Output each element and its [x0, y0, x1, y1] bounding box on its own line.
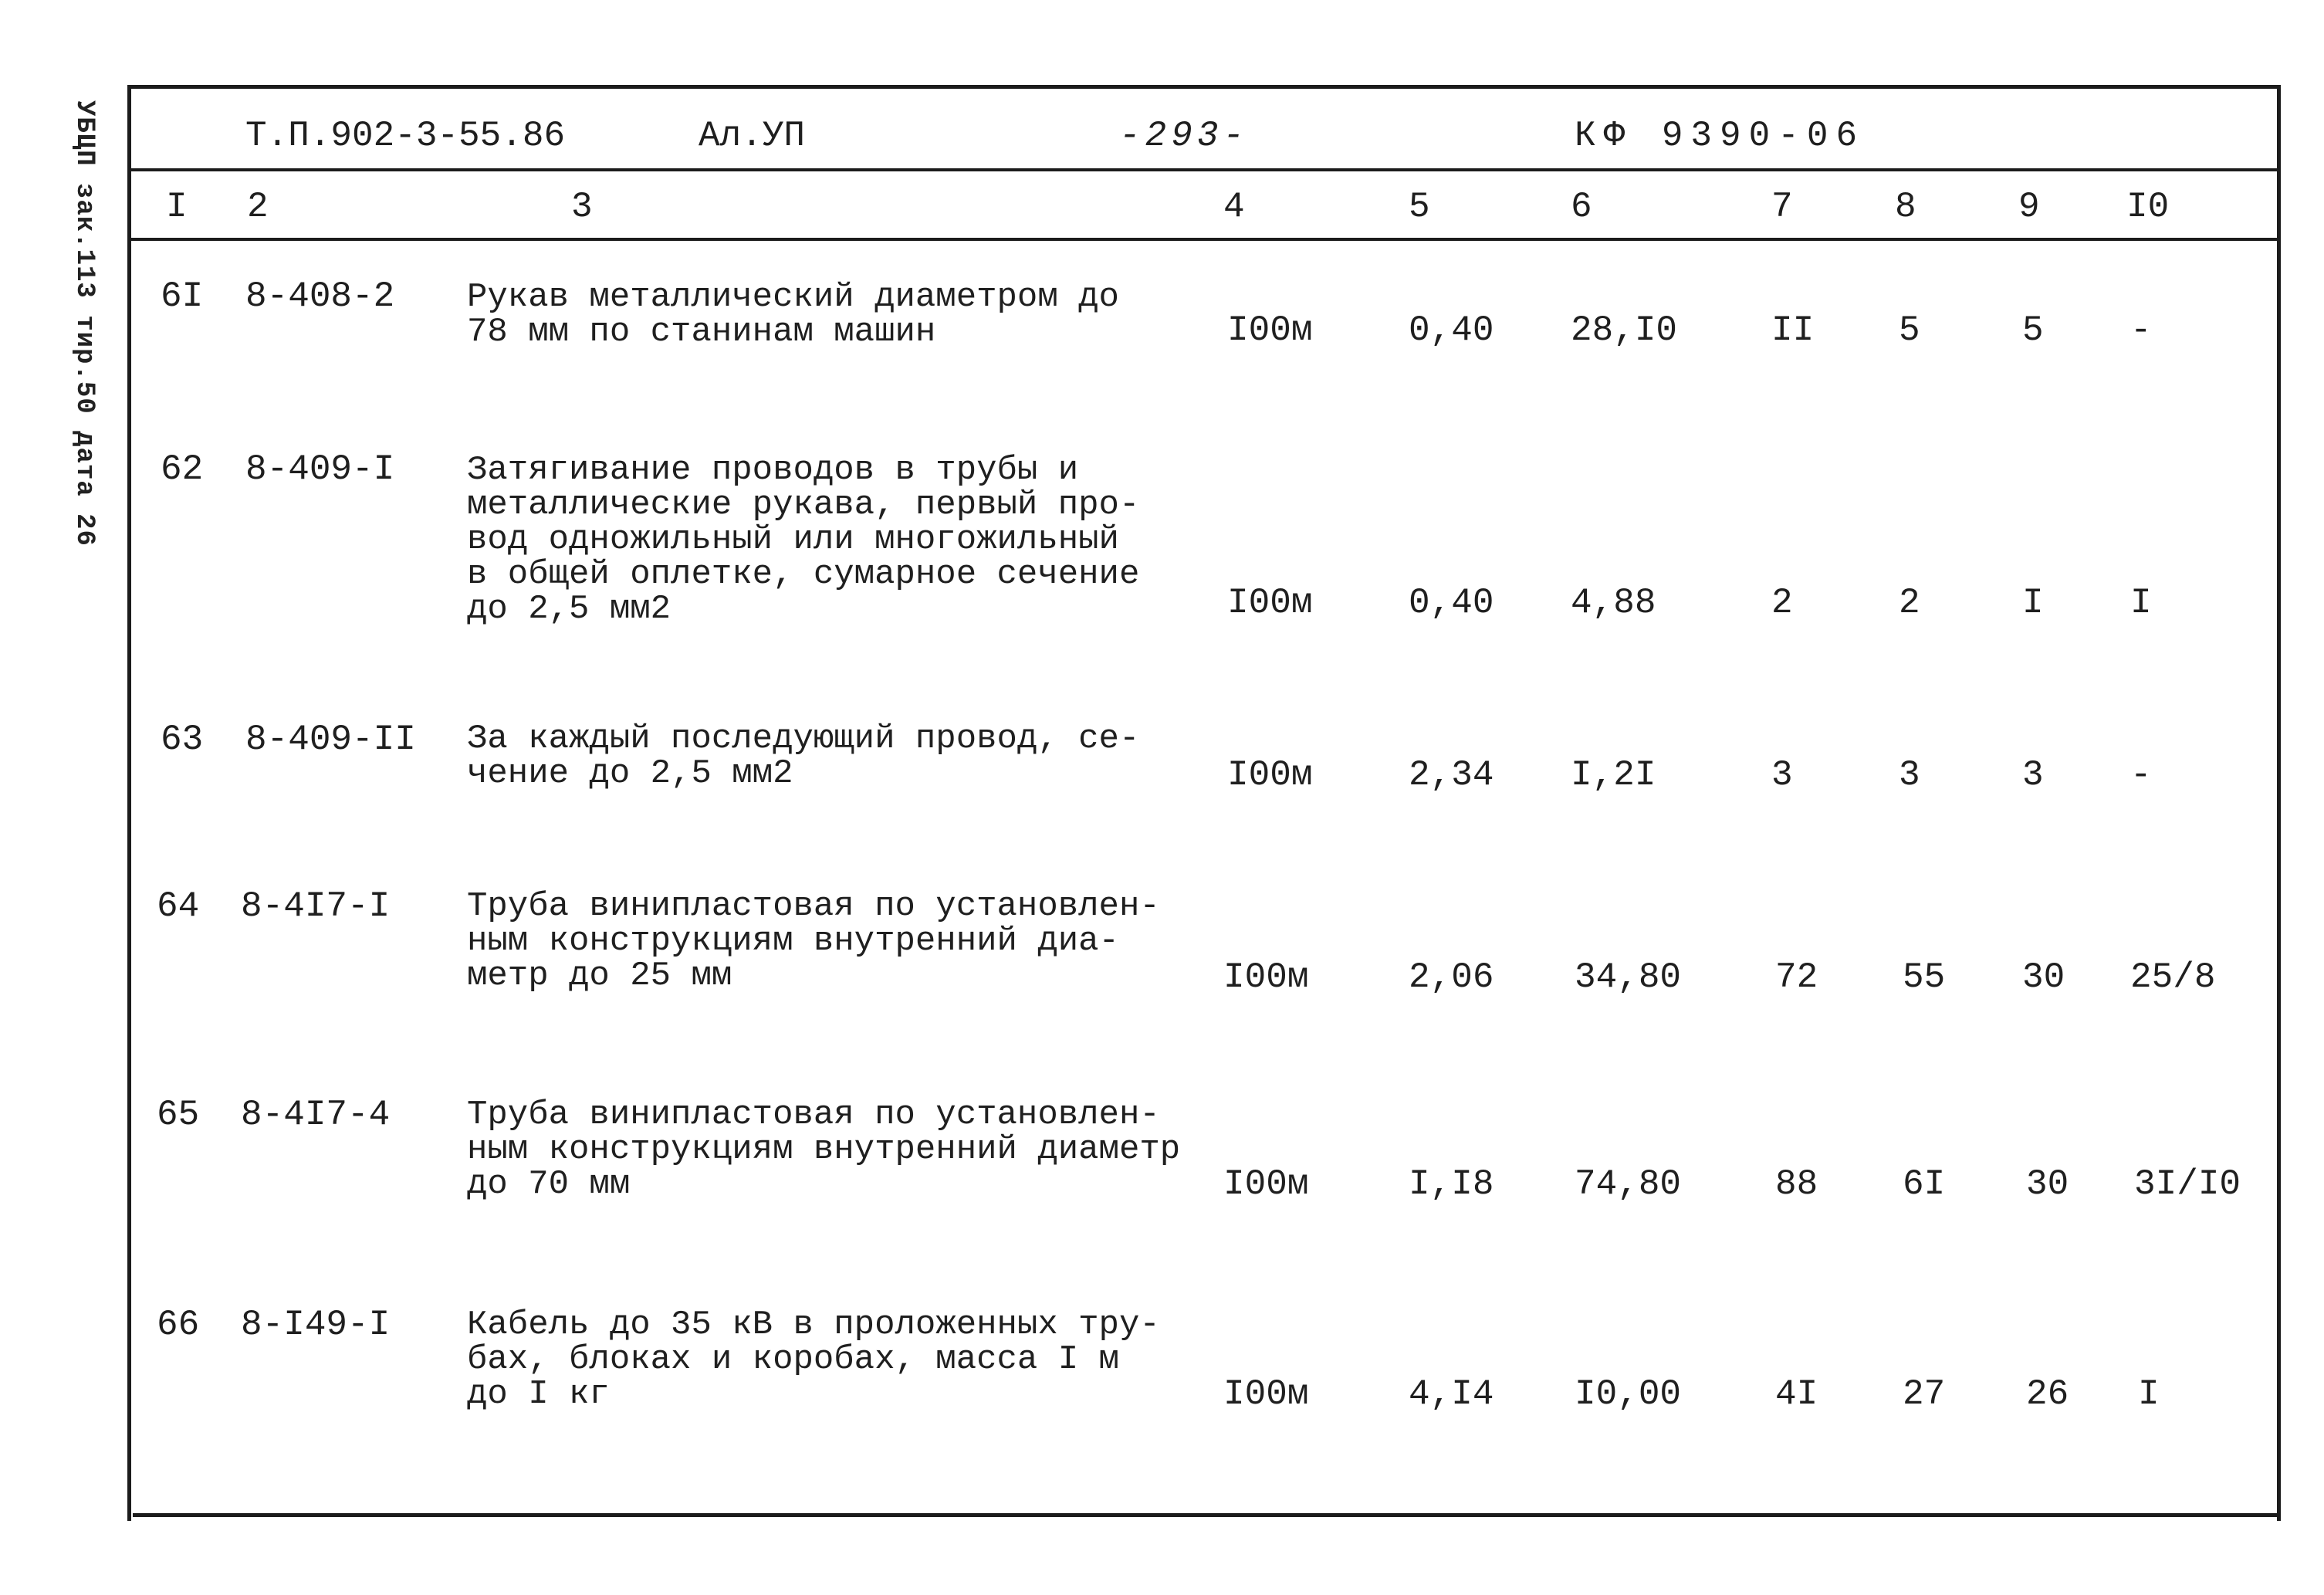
col10-value: I: [2138, 1374, 2160, 1414]
unit: I00м: [1223, 957, 1309, 997]
work-description: [467, 889, 1160, 994]
col8-value: 2: [1899, 583, 1920, 623]
price: 74,80: [1575, 1164, 1682, 1204]
description-line: Затягивание проводов в трубы и: [467, 451, 1079, 489]
col9-value: 5: [2022, 310, 2044, 350]
col8-value: 27: [1903, 1374, 1946, 1414]
project-code: Т.П.902-3-55.86: [245, 116, 566, 156]
row-number: 66: [157, 1305, 200, 1345]
quantity: 4,I4: [1409, 1374, 1494, 1414]
price: 4,88: [1571, 583, 1656, 623]
col9-value: 30: [2026, 1164, 2069, 1204]
work-description: [467, 1098, 1180, 1202]
col7-value: 88: [1775, 1164, 1818, 1204]
description-line: в общей оплетке, сумарное сечение: [467, 555, 1140, 594]
col8-value: 6I: [1903, 1164, 1946, 1204]
col8-value: 55: [1903, 957, 1946, 997]
col9-value: I: [2022, 583, 2044, 623]
col7-value: 72: [1775, 957, 1818, 997]
side-stamp: УБЦП зак.113 тир.50 дата 26: [69, 100, 99, 547]
col7-value: 2: [1771, 583, 1793, 623]
work-description: [467, 280, 1119, 350]
col10-value: 25/8: [2130, 957, 2216, 997]
quantity: 0,40: [1409, 310, 1494, 350]
quantity: 0,40: [1409, 583, 1494, 623]
unit: I00м: [1227, 583, 1313, 623]
norm-code: 8-408-2: [245, 276, 395, 317]
column-header: 3: [571, 187, 593, 227]
description-line: 78 мм по станинам машин: [467, 313, 936, 351]
row-number: 64: [157, 886, 200, 926]
description-line: вод одножильный или многожильный: [467, 520, 1119, 559]
col10-value: I: [2130, 583, 2152, 623]
column-header: 8: [1895, 187, 1916, 227]
description-line: бах, блоках и коробах, масса I м: [467, 1340, 1119, 1379]
price: I0,00: [1575, 1374, 1682, 1414]
header-divider: [127, 168, 2277, 171]
quantity: 2,34: [1409, 755, 1494, 795]
column-header: 7: [1771, 187, 1793, 227]
col7-value: 3: [1771, 755, 1793, 795]
work-description: [467, 722, 1139, 791]
table-bottom-border: [133, 1513, 2278, 1517]
page-number: -293-: [1119, 116, 1250, 156]
description-line: Труба винипластовая по установлен-: [467, 1096, 1160, 1134]
norm-code: 8-4I7-I: [241, 886, 391, 926]
work-description: [467, 453, 1139, 627]
table-frame: [127, 85, 2281, 1521]
description-line: За каждый последующий провод, се-: [467, 720, 1140, 758]
col9-value: 26: [2026, 1374, 2069, 1414]
col10-value: -: [2130, 755, 2152, 795]
col9-value: 3: [2022, 755, 2044, 795]
norm-code: 8-4I7-4: [241, 1095, 391, 1135]
description-line: до 2,5 мм2: [467, 590, 671, 628]
description-line: до I кг: [467, 1375, 610, 1414]
column-header: 2: [247, 187, 269, 227]
col7-value: 4I: [1775, 1374, 1818, 1414]
unit: I00м: [1227, 310, 1313, 350]
column-header: 4: [1223, 187, 1245, 227]
norm-code: 8-409-II: [245, 720, 416, 760]
description-line: чение до 2,5 мм2: [467, 754, 793, 793]
column-header-divider: [127, 238, 2277, 241]
price: I,2I: [1571, 755, 1656, 795]
unit: I00м: [1227, 755, 1313, 795]
description-line: до 70 мм: [467, 1165, 631, 1204]
column-header: I0: [2126, 187, 2170, 227]
row-number: 62: [161, 449, 204, 489]
description-line: метр до 25 мм: [467, 957, 732, 995]
column-header: 5: [1409, 187, 1430, 227]
col8-value: 3: [1899, 755, 1920, 795]
description-line: Кабель до 35 кВ в проложенных тру-: [467, 1305, 1160, 1344]
row-number: 65: [157, 1095, 200, 1135]
description-line: металлические рукава, первый про-: [467, 486, 1140, 524]
sheet-code: КФ 9390-06: [1575, 116, 1866, 156]
unit: I00м: [1223, 1164, 1309, 1204]
price: 28,I0: [1571, 310, 1678, 350]
col10-value: -: [2130, 310, 2152, 350]
norm-code: 8-409-I: [245, 449, 395, 489]
col8-value: 5: [1899, 310, 1920, 350]
quantity: I,I8: [1409, 1164, 1494, 1204]
description-line: ным конструкциям внутренний диаметр: [467, 1130, 1181, 1169]
col9-value: 30: [2022, 957, 2065, 997]
row-number: 63: [161, 720, 204, 760]
description-line: Рукав металлический диаметром до: [467, 278, 1119, 317]
column-header: 6: [1571, 187, 1592, 227]
work-description: [467, 1305, 1160, 1414]
col10-value: 3I/I0: [2134, 1164, 2241, 1204]
col7-value: II: [1771, 310, 1815, 350]
description-line: Труба винипластовая по установлен-: [467, 887, 1160, 926]
norm-code: 8-I49-I: [241, 1305, 391, 1345]
price: 34,80: [1575, 957, 1682, 997]
quantity: 2,06: [1409, 957, 1494, 997]
description-line: ным конструкциям внутренний диа-: [467, 922, 1119, 960]
column-header: 9: [2018, 187, 2040, 227]
column-header: I: [166, 187, 188, 227]
row-number: 6I: [161, 276, 204, 317]
unit: I00м: [1223, 1374, 1309, 1414]
album-label: Ал.УП: [699, 116, 806, 156]
